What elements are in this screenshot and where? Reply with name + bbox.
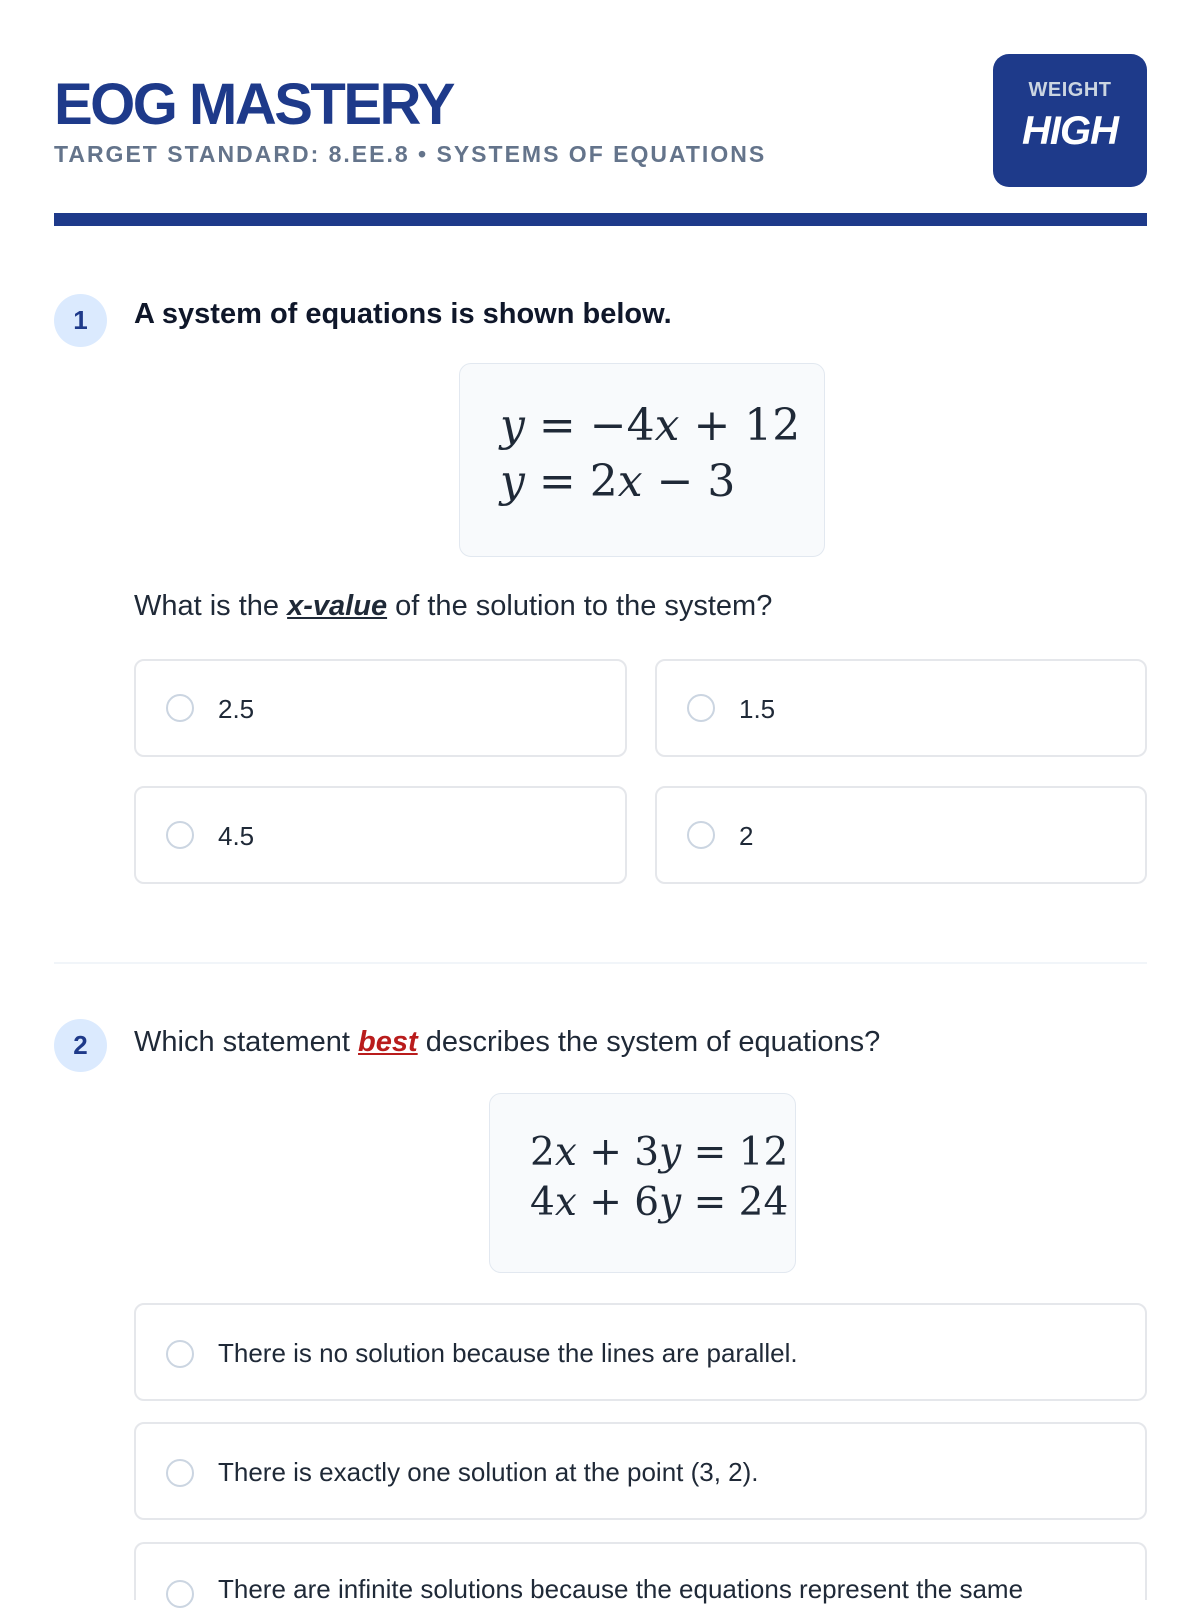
- header-divider: [54, 213, 1147, 226]
- option-label: 1.5: [739, 694, 776, 724]
- option-label: 2.5: [218, 694, 255, 724]
- radio-button[interactable]: [166, 821, 194, 849]
- question-1-equation-1: y = −4x + 12: [500, 400, 801, 451]
- option-label: 4.5: [218, 821, 255, 851]
- weight-value: HIGH: [1022, 109, 1118, 153]
- worksheet-page: [54, 0, 1147, 1604]
- question-2-equation-box: [489, 1093, 796, 1273]
- question-1-option-a[interactable]: [134, 659, 627, 757]
- question-1-option-b[interactable]: [655, 659, 1147, 757]
- option-label: There is no solution because the lines are parallel.: [218, 1338, 798, 1368]
- radio-button[interactable]: [687, 694, 715, 722]
- question-2-equation-1: 2x + 3y = 12: [530, 1130, 789, 1175]
- weight-badge: [993, 54, 1147, 187]
- question-1-number: 1: [54, 294, 107, 347]
- question-divider: [54, 962, 1147, 964]
- question-2-equation-2: 4x + 6y = 24: [530, 1180, 789, 1225]
- question-2-emphasis: best: [358, 1026, 418, 1058]
- radio-button[interactable]: [166, 694, 194, 722]
- option-label: There is exactly one solution at the point (3, 2).: [218, 1457, 759, 1487]
- question-1-prompt: A system of equations is shown below.: [134, 298, 672, 330]
- question-2-number: 2: [54, 1019, 107, 1072]
- header: [54, 0, 1147, 230]
- question-2-option-b[interactable]: [134, 1422, 1147, 1520]
- target-standard: TARGET STANDARD: 8.EE.8 • SYSTEMS OF EQUATIONS: [54, 141, 767, 167]
- question-2-option-a[interactable]: [134, 1303, 1147, 1401]
- question-1-option-c[interactable]: [134, 786, 627, 884]
- question-2-question: Which statement best describes the system of equations?: [134, 1026, 881, 1058]
- radio-button[interactable]: [166, 1459, 194, 1487]
- question-1-equation-2: y = 2x − 3: [500, 456, 736, 507]
- question-1-emphasis: x-value: [287, 590, 388, 622]
- option-label: There are infinite solutions because the equations represent the same: [218, 1574, 1024, 1604]
- question-2-option-c[interactable]: [134, 1542, 1147, 1604]
- option-label: 2: [739, 821, 754, 851]
- radio-button[interactable]: [166, 1580, 194, 1608]
- question-1-question: What is the x-value of the solution to the system?: [134, 590, 773, 622]
- weight-label: WEIGHT: [1028, 79, 1112, 101]
- page-title: EOG MASTERY: [54, 72, 453, 137]
- radio-button[interactable]: [166, 1340, 194, 1368]
- radio-button[interactable]: [687, 821, 715, 849]
- question-1-equation-box: [459, 363, 825, 557]
- question-1-option-d[interactable]: [655, 786, 1147, 884]
